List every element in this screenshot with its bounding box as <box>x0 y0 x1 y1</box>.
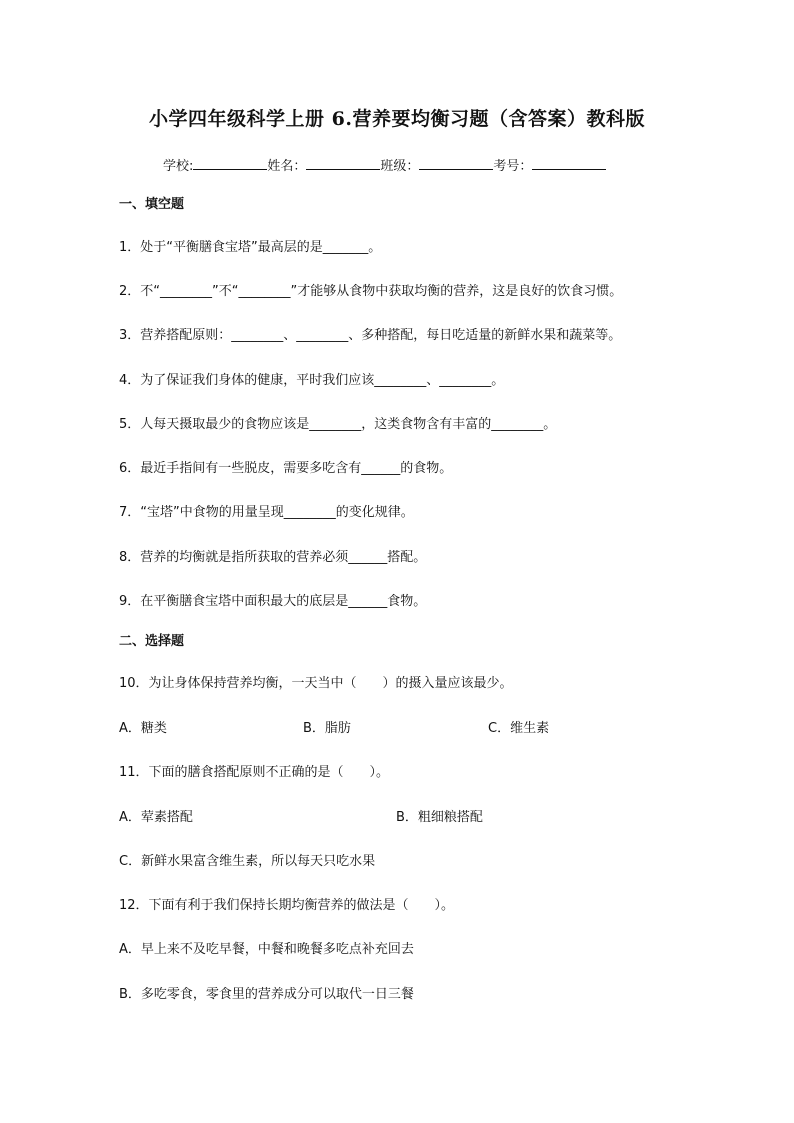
school-blank[interactable] <box>193 156 267 170</box>
q10-option-c[interactable]: C．维生素 <box>488 721 550 736</box>
q11-option-c[interactable]: C．新鲜水果富含维生素，所以每天只吃水果 <box>119 854 376 869</box>
question-6: 6．最近手指间有一些脱皮，需要多吃含有______的食物。 <box>119 461 453 476</box>
question-4: 4．为了保证我们身体的健康，平时我们应该________、________。 <box>119 373 505 388</box>
q11-option-b[interactable]: B．粗细粮搭配 <box>396 810 483 825</box>
question-9: 9．在平衡膳食宝塔中面积最大的底层是______食物。 <box>119 594 427 609</box>
question-7: 7．“宝塔”中食物的用量呈现________的变化规律。 <box>119 505 414 520</box>
exam-no-label: 考号： <box>493 159 533 174</box>
q10-option-a[interactable]: A．糖类 <box>119 721 167 736</box>
question-8: 8．营养的均衡就是指所获取的营养必须______搭配。 <box>119 550 427 565</box>
student-info-line <box>163 155 606 174</box>
question-2: 2．不“________”不“________”才能够从食物中获取均衡的营养，这是良好的饮食习惯。 <box>119 284 623 299</box>
class-label: 班级： <box>380 159 420 174</box>
question-5: 5．人每天摄取最少的食物应该是________，这类食物含有丰富的________。 <box>119 417 557 432</box>
question-10: 10．为让身体保持营养均衡，一天当中（ ）的摄入量应该最少。 <box>119 676 513 691</box>
question-12: 12．下面有利于我们保持长期均衡营养的做法是（ ）。 <box>119 898 455 913</box>
exam-no-blank[interactable] <box>532 156 606 170</box>
section-heading-fill-in: 一、填空题 <box>119 197 185 212</box>
question-1: 1．处于“平衡膳食宝塔”最高层的是_______。 <box>119 240 382 255</box>
q12-option-a[interactable]: A．早上来不及吃早餐，中餐和晚餐多吃点补充回去 <box>119 942 414 957</box>
section-heading-choice: 二、选择题 <box>119 634 185 649</box>
q10-option-b[interactable]: B．脂肪 <box>303 721 351 736</box>
school-label: 学校: <box>163 159 194 174</box>
q12-option-b[interactable]: B．多吃零食，零食里的营养成分可以取代一日三餐 <box>119 987 414 1002</box>
class-blank[interactable] <box>419 156 493 170</box>
question-11: 11．下面的膳食搭配原则不正确的是（ ）。 <box>119 765 390 780</box>
name-label: 姓名： <box>267 159 307 174</box>
q11-option-a[interactable]: A．荤素搭配 <box>119 810 193 825</box>
page-title: 小学四年级科学上册 6.营养要均衡习题（含答案）教科版 <box>149 108 645 130</box>
question-3: 3．营养搭配原则：________、________、多种搭配，每日吃适量的新鲜水果和蔬菜等。 <box>119 328 622 343</box>
name-blank[interactable] <box>306 156 380 170</box>
